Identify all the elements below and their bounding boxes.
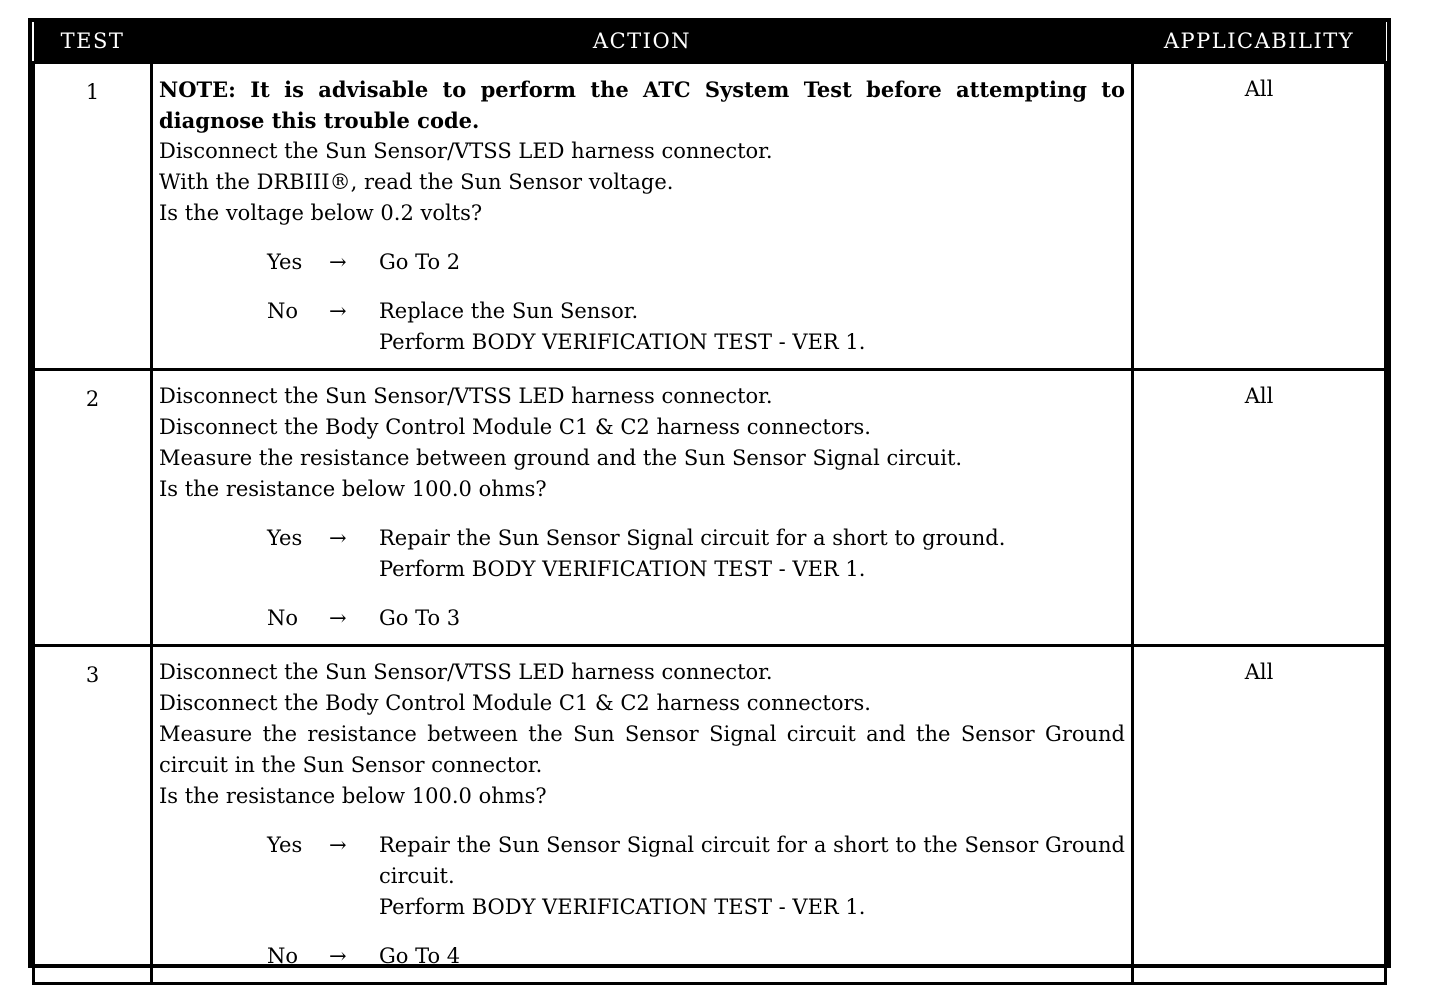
yes-label: Yes — [267, 832, 303, 857]
action-line: Is the resistance below 100.0 ohms? — [159, 783, 547, 808]
action-line: Measure the resistance between ground and the Sun Sensor Signal circuit. — [159, 445, 963, 470]
arrow-right-icon: → — [329, 832, 347, 857]
action-cell — [152, 369, 1133, 645]
result-line: Repair the Sun Sensor Signal circuit for a short to ground. — [379, 525, 1006, 550]
table-row — [34, 369, 1386, 645]
result-line: Perform BODY VERIFICATION TEST - VER 1. — [379, 556, 866, 581]
action-line: Disconnect the Sun Sensor/VTSS LED harness connector. — [159, 383, 773, 408]
no-branch — [267, 296, 1125, 358]
header-applicability: APPLICABILITY — [1133, 22, 1386, 62]
applicability-value: All — [1133, 62, 1386, 369]
yes-result — [379, 247, 1125, 278]
no-result — [379, 296, 1125, 358]
no-label: No — [267, 943, 299, 968]
yes-result — [379, 830, 1125, 923]
test-table — [32, 22, 1387, 985]
action-line: Disconnect the Sun Sensor/VTSS LED harness connector. — [159, 659, 773, 684]
action-line: Is the resistance below 100.0 ohms? — [159, 476, 547, 501]
action-line: Measure the resistance between the Sun Sensor Signal circuit and the Sensor Ground circuit in the Sun Sensor connector. — [159, 721, 1125, 777]
action-line: Is the voltage below 0.2 volts? — [159, 200, 483, 225]
diagnostic-table — [28, 18, 1391, 968]
result-line: Go To 2 — [379, 249, 461, 274]
yes-branch — [267, 830, 1125, 923]
result-line: Replace the Sun Sensor. — [379, 298, 639, 323]
table-row — [34, 645, 1386, 983]
header-test: TEST — [34, 22, 152, 62]
result-line: Go To 4 — [379, 943, 461, 968]
yes-branch — [267, 247, 1125, 278]
no-result — [379, 603, 1125, 634]
arrow-right-icon: → — [329, 605, 347, 630]
yes-label: Yes — [267, 249, 303, 274]
no-label: No — [267, 605, 299, 630]
result-line: Perform BODY VERIFICATION TEST - VER 1. — [379, 329, 866, 354]
table-row — [34, 62, 1386, 369]
no-branch — [267, 941, 1125, 972]
arrow-right-icon: → — [329, 943, 347, 968]
result-line: Perform BODY VERIFICATION TEST - VER 1. — [379, 894, 866, 919]
note-text: NOTE: It is advisable to perform the ATC System Test before attempting to diagnose this trouble code. — [159, 76, 1125, 133]
action-line: Disconnect the Body Control Module C1 & C2 harness connectors. — [159, 414, 871, 439]
header-row — [34, 22, 1386, 62]
arrow-right-icon: → — [329, 249, 347, 274]
arrow-right-icon: → — [329, 298, 347, 323]
no-result — [379, 941, 1125, 972]
result-line: Go To 3 — [379, 605, 461, 630]
applicability-value: All — [1133, 645, 1386, 983]
applicability-value: All — [1133, 369, 1386, 645]
action-cell — [152, 62, 1133, 369]
action-line: Disconnect the Body Control Module C1 & C2 harness connectors. — [159, 690, 871, 715]
action-line: Disconnect the Sun Sensor/VTSS LED harness connector. — [159, 138, 773, 163]
header-action: ACTION — [152, 22, 1133, 62]
yes-result — [379, 523, 1125, 585]
arrow-right-icon: → — [329, 525, 347, 550]
yes-label: Yes — [267, 525, 303, 550]
no-branch — [267, 603, 1125, 634]
action-cell — [152, 645, 1133, 983]
action-line: With the DRBIII®, read the Sun Sensor voltage. — [159, 169, 674, 194]
test-number: 2 — [34, 369, 152, 645]
test-number: 3 — [34, 645, 152, 983]
result-line: Repair the Sun Sensor Signal circuit for a short to the Sensor Ground circuit. — [379, 832, 1125, 888]
test-number: 1 — [34, 62, 152, 369]
no-label: No — [267, 298, 299, 323]
yes-branch — [267, 523, 1125, 585]
